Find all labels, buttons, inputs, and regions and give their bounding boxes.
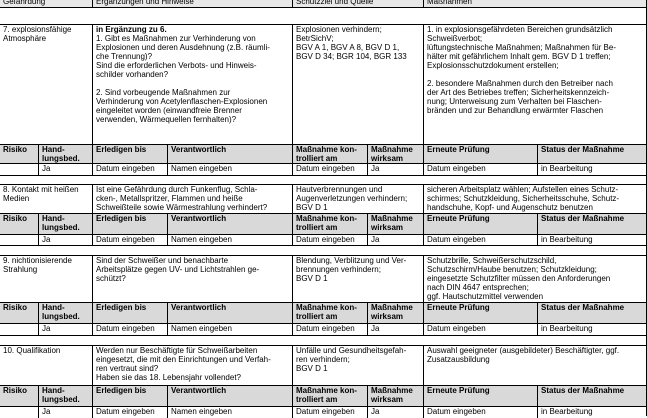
action-value-row[interactable] xyxy=(0,323,647,335)
divider xyxy=(0,175,647,176)
action-needed-value[interactable]: Ja xyxy=(38,163,92,175)
recheck-field[interactable]: Datum eingeben xyxy=(423,163,537,175)
label-risk: Risiko xyxy=(3,303,28,312)
divider xyxy=(0,335,647,336)
risk-value[interactable] xyxy=(0,163,38,175)
responsible-field[interactable]: Namen eingeben xyxy=(167,323,292,335)
effective-value[interactable]: Ja xyxy=(367,323,423,335)
hazard-goal: Explosionen verhindern; BetrSichV; BGV A 1, BGV A 8, BGV D 1, BGV D 34; BGR 104, BGR 133 xyxy=(292,24,423,144)
divider xyxy=(0,323,647,324)
label-recheck: Erneute Prüfung xyxy=(423,302,537,323)
header-notes: Ergänzungen und Hinweise xyxy=(92,0,292,7)
effective-value[interactable]: Ja xyxy=(367,163,423,175)
label-status: Status der Maßnahme xyxy=(537,213,647,234)
label-effective: Maßnahme wirksam xyxy=(367,213,423,234)
label-due-date: Erledigen bis xyxy=(92,213,167,234)
hazard-notes: Ist eine Gefährdung durch Funkenflug, Schla- cken-, Metallspritzer, Flammen und heiße Schweißteile sowie Wärmestrahlung verhindert? xyxy=(92,184,292,213)
label-responsible: Verantwortlich xyxy=(167,385,292,406)
hazard-name: 7. explosionsfähige Atmosphäre xyxy=(3,25,72,43)
risk-value[interactable] xyxy=(0,406,38,418)
hazard-measures: 1. in explosionsgefährdeten Bereichen grundsätzlich Schweißverbot; lüftungstechnische Maßnahmen; Maßnahmen für Be- hälter mit gefährlichem Inhalt gem. BGV D 1 treffen; Explosionsschutzdokument erstellen; 2. besondere Maßnahmen durch den Betreiber nach der Art des Betriebes treffen; Sicherheitskennzeich- nung; Unterweisung zum Verhalten bei Flaschen- bränden und zur Behandlung erwärmter Flaschen xyxy=(423,24,647,144)
checked-on-field[interactable]: Datum eingeben xyxy=(292,323,367,335)
divider xyxy=(0,24,647,25)
divider xyxy=(0,234,647,235)
action-value-row[interactable] xyxy=(0,163,647,175)
action-needed-value[interactable]: Ja xyxy=(38,323,92,335)
label-due-date: Erledigen bis xyxy=(92,144,167,163)
risk-value[interactable] xyxy=(0,234,38,245)
hazard-goal: Unfälle und Gesundheitsgefah- ren verhindern; BGV D 1 xyxy=(292,345,423,385)
divider xyxy=(0,144,647,145)
divider xyxy=(0,184,647,185)
divider xyxy=(0,213,647,214)
hazard-row xyxy=(0,255,647,302)
due-date-field[interactable]: Datum eingeben xyxy=(92,406,167,418)
notes-heading: in Ergänzung zu 6. xyxy=(96,25,167,34)
hazard-notes xyxy=(92,24,292,144)
divider xyxy=(0,406,647,407)
label-checked-on: Maßnahme kon- trolliert am xyxy=(292,385,367,406)
label-status: Status der Maßnahme xyxy=(537,302,647,323)
label-action-needed: Hand- lungsbed. xyxy=(38,144,92,163)
label-checked-on: Maßnahme kon- trolliert am xyxy=(292,144,367,163)
label-recheck: Erneute Prüfung xyxy=(423,213,537,234)
status-field[interactable]: in Bearbeitung xyxy=(537,234,647,245)
divider xyxy=(0,7,647,8)
divider xyxy=(0,385,647,386)
header-hazard: Gefährdung xyxy=(3,0,46,6)
label-checked-on: Maßnahme kon- trolliert am xyxy=(292,302,367,323)
hazard-measures: sicheren Arbeitsplatz wählen; Aufstellen eines Schutz- schirmes; Schutzkleidung, Sicherheitsschuhe, Schutz- handschuhe, Kopf- und Augenschutz benutzen xyxy=(423,184,647,213)
due-date-field[interactable]: Datum eingeben xyxy=(92,234,167,245)
divider xyxy=(0,163,647,164)
responsible-field[interactable]: Namen eingeben xyxy=(167,163,292,175)
hazard-notes: Werden nur Beschäftigte für Schweißarbeiten eingesetzt, die mit den Einrichtungen und Verfah- ren vertraut sind? Haben sie das 18. Lebensjahr vollendet? xyxy=(92,345,292,385)
status-field[interactable]: in Bearbeitung xyxy=(537,163,647,175)
status-field[interactable]: in Bearbeitung xyxy=(537,406,647,418)
hazard-measures: Auswahl geeigneter (ausgebildeter) Beschäftigter, ggf. Zusatzausbildung xyxy=(423,345,647,385)
label-action-needed: Hand- lungsbed. xyxy=(38,385,92,406)
hazard-name: 9. nichtionisierende Strahlung xyxy=(3,256,72,274)
hazard-name: 10. Qualifikation xyxy=(3,346,61,355)
label-action-needed: Hand- lungsbed. xyxy=(38,213,92,234)
table-header-row xyxy=(0,0,647,7)
divider xyxy=(0,245,647,246)
label-effective: Maßnahme wirksam xyxy=(367,385,423,406)
effective-value[interactable]: Ja xyxy=(367,234,423,245)
recheck-field[interactable]: Datum eingeben xyxy=(423,406,537,418)
due-date-field[interactable]: Datum eingeben xyxy=(92,163,167,175)
hazard-goal: Hautverbrennungen und Augenverletzungen verhindern; BGV D 1 xyxy=(292,184,423,213)
action-label-row xyxy=(0,213,647,234)
hazard-goal: Blendung, Verblitzung und Ver- brennungen verhindern; BGV D 1 xyxy=(292,255,423,302)
label-risk: Risiko xyxy=(3,214,28,223)
header-measures: Maßnahmen xyxy=(423,0,647,7)
divider xyxy=(0,302,647,303)
hazard-measures: Schutzbrille, Schweißerschutzschild, Schutzschirm/Haube benutzen; Schutzkleidung; eingesetzte Schutzfilter müssen den Anforderungen nach DIN 4647 entsprechen; ggf. Hautschutzmittel verwenden xyxy=(423,255,647,302)
divider xyxy=(0,255,647,256)
label-action-needed: Hand- lungsbed. xyxy=(38,302,92,323)
label-responsible: Verantwortlich xyxy=(167,302,292,323)
header-goal: Schutzziel und Quelle xyxy=(292,0,423,7)
checked-on-field[interactable]: Datum eingeben xyxy=(292,163,367,175)
label-status: Status der Maßnahme xyxy=(537,144,647,163)
label-due-date: Erledigen bis xyxy=(92,302,167,323)
recheck-field[interactable]: Datum eingeben xyxy=(423,323,537,335)
effective-value[interactable]: Ja xyxy=(367,406,423,418)
hazard-row xyxy=(0,184,647,213)
action-label-row xyxy=(0,385,647,406)
label-risk: Risiko xyxy=(3,145,28,154)
action-needed-value[interactable]: Ja xyxy=(38,234,92,245)
action-label-row xyxy=(0,144,647,163)
label-effective: Maßnahme wirksam xyxy=(367,302,423,323)
action-value-row[interactable] xyxy=(0,406,647,418)
divider xyxy=(0,345,647,346)
responsible-field[interactable]: Namen eingeben xyxy=(167,406,292,418)
label-responsible: Verantwortlich xyxy=(167,144,292,163)
responsible-field[interactable]: Namen eingeben xyxy=(167,234,292,245)
status-field[interactable]: in Bearbeitung xyxy=(537,323,647,335)
label-effective: Maßnahme wirksam xyxy=(367,144,423,163)
action-label-row xyxy=(0,302,647,323)
risk-value[interactable] xyxy=(0,323,38,335)
recheck-field[interactable]: Datum eingeben xyxy=(423,234,537,245)
hazard-row xyxy=(0,345,647,385)
label-risk: Risiko xyxy=(3,386,28,395)
hazard-name: 8. Kontakt mit heißen Medien xyxy=(3,185,79,203)
due-date-field[interactable]: Datum eingeben xyxy=(92,323,167,335)
label-responsible: Verantwortlich xyxy=(167,213,292,234)
label-recheck: Erneute Prüfung xyxy=(423,144,537,163)
hazard-row xyxy=(0,24,647,144)
action-value-row[interactable] xyxy=(0,234,647,245)
action-needed-value[interactable]: Ja xyxy=(38,406,92,418)
label-recheck: Erneute Prüfung xyxy=(423,385,537,406)
label-status: Status der Maßnahme xyxy=(537,385,647,406)
checked-on-field[interactable]: Datum eingeben xyxy=(292,406,367,418)
hazard-notes: Sind der Schweißer und benachbarte Arbeitsplätze gegen UV- und Lichtstrahlen ge- schützt? xyxy=(92,255,292,302)
notes-text: 1. Gibt es Maßnahmen zur Verhinderung von Explosionen und deren Ausdehnung (z.B. räumli- che Trennung)? Sind die erforderlichen Verbots- und Hinweis- schilder vorhanden? 2. Sind vorbeugende Maßnahmen zur Verhinderung von Acetylenflaschen-Explosionen eingeleitet worden (einwandfreie Brenner verwenden, Wärmequellen fernhalten)? xyxy=(96,34,270,124)
label-due-date: Erledigen bis xyxy=(92,385,167,406)
checked-on-field[interactable]: Datum eingeben xyxy=(292,234,367,245)
label-checked-on: Maßnahme kon- trolliert am xyxy=(292,213,367,234)
